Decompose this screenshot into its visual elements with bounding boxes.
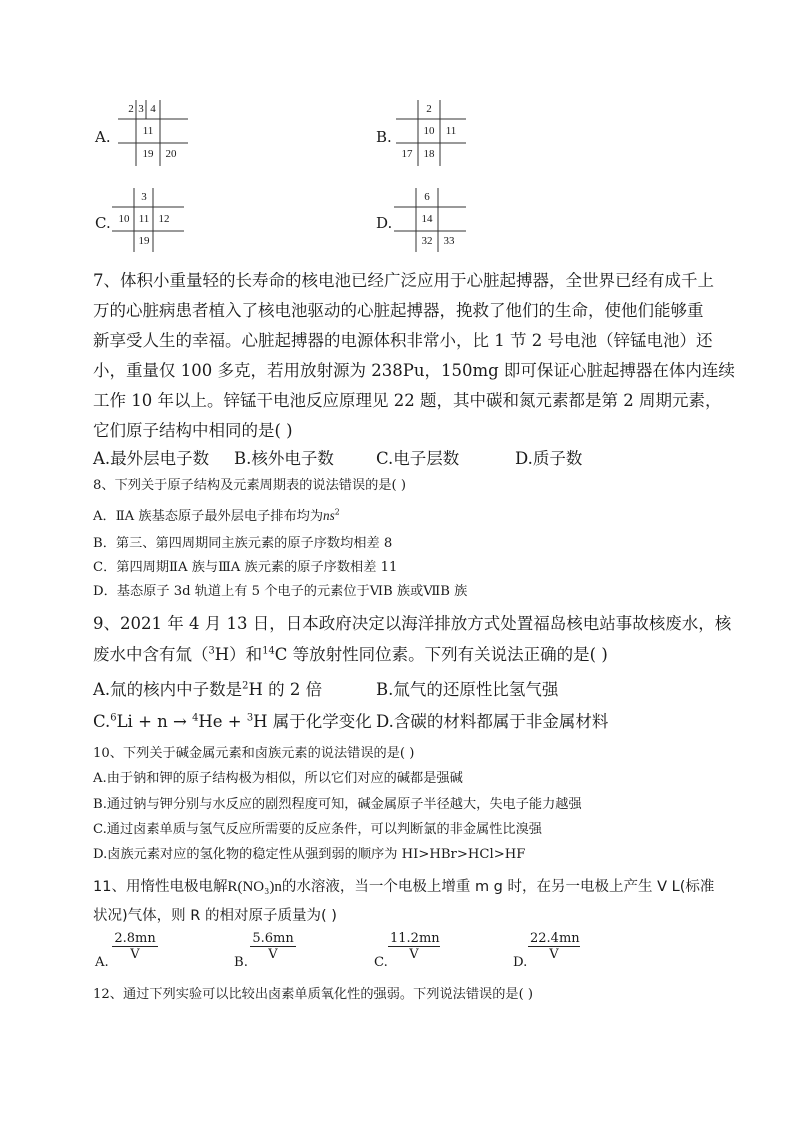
q11-option-d-fraction	[528, 931, 580, 962]
text: Li + n →	[116, 712, 193, 731]
text: 废水中含有氚（	[93, 645, 209, 664]
q11-option-c-label: C.	[374, 955, 388, 970]
q7-line: 万的心脏病患者植入了核电池驱动的心脏起搏器，挽救了他们的生命，使他们能够重	[93, 301, 704, 320]
q9-option-b: B.氚气的还原性比氢气强	[376, 680, 559, 699]
cell: 3	[138, 103, 144, 115]
q9-line2	[93, 641, 608, 665]
q7-line: 新享受人生的幸福。心脏起搏器的电源体积非常小，比 1 节 2 号电池（锌锰电池）还	[93, 331, 713, 350]
cell: 10	[118, 213, 130, 225]
sup: 4	[192, 712, 199, 724]
q7-line: 它们原子结构中相同的是( )	[93, 421, 293, 440]
cell: 11	[138, 213, 150, 225]
text: H 属于化学变化	[253, 712, 372, 731]
text: 11、用惰性电极电解	[93, 879, 228, 895]
cell: 19	[138, 235, 150, 247]
cell: 17	[401, 148, 413, 160]
text: H）和	[214, 645, 263, 664]
q7-option-a: A.最外层电子数	[93, 449, 210, 468]
q8-option-c: C．第四周期ⅡA 族与ⅢA 族元素的原子序数相差 11	[93, 560, 398, 575]
q10-stem: 10、下列关于碱金属元素和卤族元素的说法错误的是( )	[93, 746, 415, 761]
q10-option-a: A.由于钠和钾的原子结构极为相似，所以它们对应的碱都是强碱	[93, 771, 463, 786]
cell: 2	[128, 103, 134, 115]
q8-stem: 8、下列关于原子结构及元素周期表的说法错误的是( )	[93, 478, 406, 493]
q11-line2: 状况)气体，则 R 的相对原子质量为( )	[93, 908, 337, 924]
cell: 18	[423, 148, 435, 160]
cell: 32	[421, 235, 433, 247]
q7-line: 7、体积小重量轻的长寿命的核电池已经广泛应用于心脏起搏器，全世界已经有成千上	[93, 271, 714, 290]
cell: 4	[150, 103, 156, 115]
text: C 等放射性同位素。下列有关说法正确的是( )	[274, 645, 608, 664]
q8-option-a	[93, 505, 340, 524]
q7-option-b: B.核外电子数	[234, 449, 334, 468]
q9-option-c	[93, 708, 372, 732]
denominator: V	[549, 947, 559, 962]
q11-option-b-label: B.	[234, 955, 248, 970]
formula: ns	[323, 508, 335, 523]
q6-option-c-grid	[112, 188, 184, 252]
q9-line1: 9、2021 年 4 月 13 日，日本政府决定以海洋排放方式处置福岛核电站事故核废水，核	[93, 614, 732, 633]
text: 的水溶液，当一个电极上增重 m g 时，在另一电极上产生 V L(标准	[281, 879, 715, 895]
denominator: V	[409, 947, 419, 962]
sup: 2	[242, 680, 249, 692]
denominator: V	[268, 947, 278, 962]
q6-option-a-grid	[118, 100, 188, 166]
cell: 14	[421, 213, 433, 225]
cell: 12	[158, 213, 170, 225]
formula: R(NO₃)n	[227, 879, 282, 895]
q10-option-d: D.卤族元素对应的氢化物的稳定性从强到弱的顺序为 HI>HBr>HCl>HF	[93, 847, 526, 862]
formula-sup: 2	[334, 507, 340, 517]
q6-option-d-grid	[394, 188, 466, 252]
text: A.氚的核内中子数是	[93, 680, 243, 699]
denominator: V	[130, 947, 140, 962]
sup: 14	[262, 645, 275, 657]
cell: 3	[141, 191, 147, 203]
cell: 20	[165, 148, 177, 160]
cell: 19	[142, 148, 154, 160]
numerator: 2.8mn	[112, 931, 158, 947]
cell: 11	[142, 125, 154, 137]
q7-option-d: D.质子数	[515, 449, 583, 468]
q11-option-d-label: D.	[513, 955, 528, 970]
cell: 6	[424, 191, 430, 203]
q11-option-a-fraction	[112, 931, 158, 962]
sup: 3	[246, 712, 254, 724]
sup: 3	[208, 645, 215, 657]
sup: 6	[110, 712, 117, 724]
q6-option-d-label: D.	[376, 214, 393, 232]
text: He +	[198, 712, 247, 731]
q6-option-a-label: A.	[95, 128, 111, 146]
numerator: 22.4mn	[530, 931, 580, 946]
cell: 10	[423, 125, 435, 137]
numerator: 11.2mn	[390, 931, 440, 946]
q8-option-d: D．基态原子 3d 轨道上有 5 个电子的元素位于ⅥB 族或ⅦB 族	[93, 584, 468, 599]
q6-option-c-label: C.	[95, 214, 111, 232]
q7-option-c: C.电子层数	[376, 449, 460, 468]
text: C.	[93, 712, 111, 731]
q11-option-c-fraction	[388, 931, 440, 962]
q8-option-a-text: A．ⅡA 族基态原子最外层电子排布均为	[93, 509, 324, 524]
q12-stem: 12、通过下列实验可以比较出卤素单质氧化性的强弱。下列说法错误的是( )	[93, 987, 534, 1002]
q7-line: 小，重量仅 100 多克，若用放射源为 238Pu，150mg 即可保证心脏起搏器在体内连续	[93, 361, 735, 380]
q11-option-b-fraction	[250, 931, 296, 962]
q10-option-b: B.通过钠与钾分别与水反应的剧烈程度可知，碱金属原子半径越大，失电子能力越强	[93, 797, 582, 812]
q9-option-d: D.含碳的材料都属于非金属材料	[376, 712, 609, 731]
numerator: 5.6mn	[250, 931, 296, 947]
q11-option-a-label: A.	[95, 955, 109, 970]
q6-option-b-label: B.	[376, 128, 392, 146]
q7-line: 工作 10 年以上。锌锰干电池反应原理见 22 题，其中碳和氮元素都是第 2 周期元素，	[93, 391, 722, 410]
q11-stem	[93, 875, 714, 896]
cell: 2	[426, 103, 432, 115]
text: H 的 2 倍	[248, 680, 323, 699]
cell: 33	[443, 235, 455, 247]
cell: 11	[445, 125, 457, 137]
q8-option-b: B．第三、第四周期同主族元素的原子序数均相差 8	[93, 536, 393, 551]
q10-option-c: C.通过卤素单质与氢气反应所需要的反应条件，可以判断氯的非金属性比溴强	[93, 822, 542, 837]
q6-option-b-grid	[396, 100, 466, 166]
q9-option-a	[93, 676, 322, 700]
